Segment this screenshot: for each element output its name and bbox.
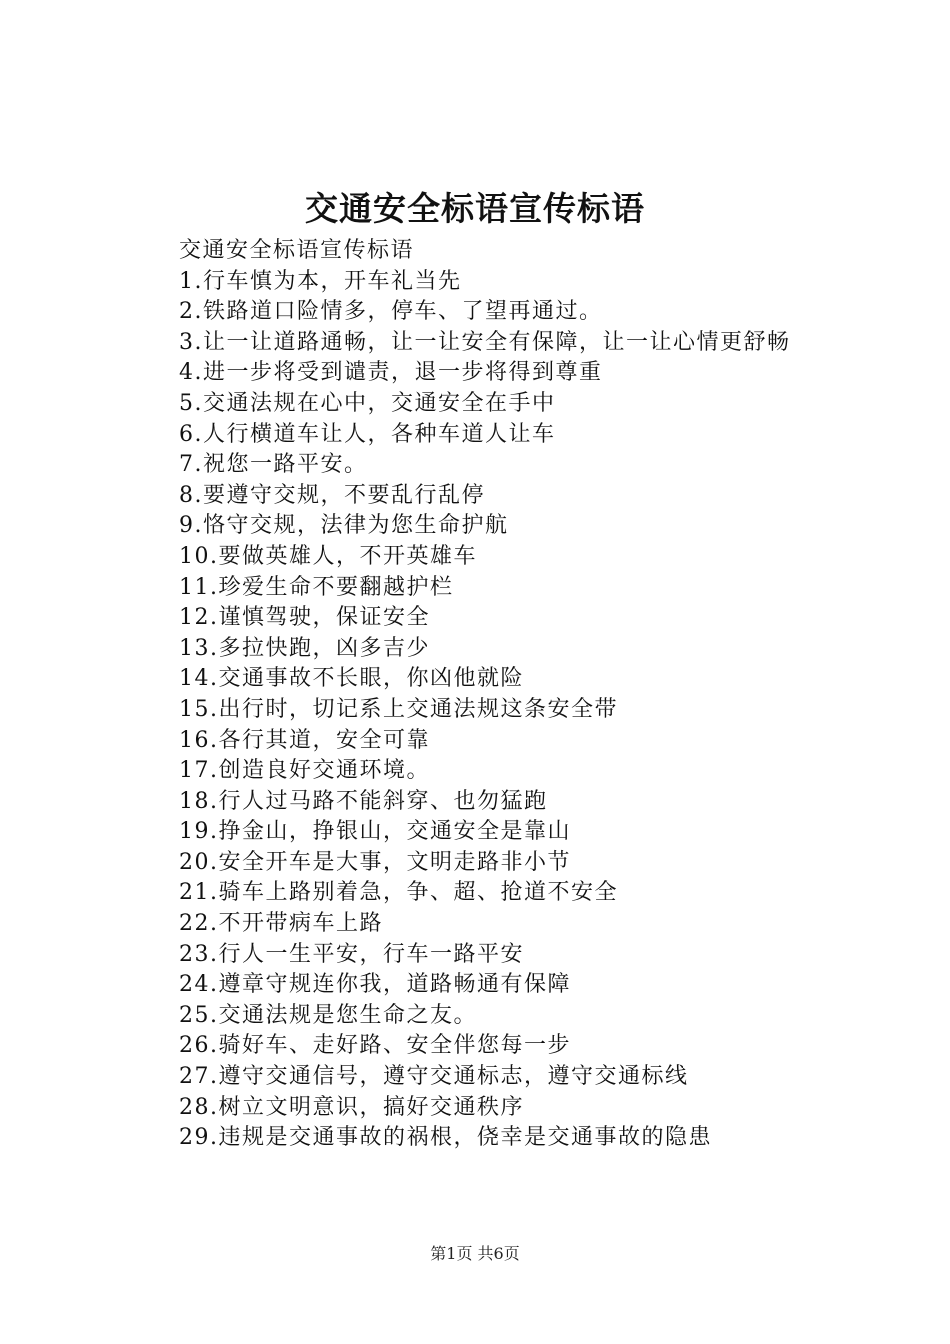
paragraph-line: 4.进一步将受到谴责，退一步将得到尊重 bbox=[179, 360, 603, 386]
paragraph-line: 16.各行其道，安全可靠 bbox=[179, 727, 430, 753]
paragraph-line: 29.违规是交通事故的祸根，侥幸是交通事故的隐患 bbox=[179, 1125, 712, 1151]
document-title: 交通安全标语宣传标语 bbox=[305, 189, 645, 228]
paragraph-line: 27.遵守交通信号，遵守交通标志，遵守交通标线 bbox=[179, 1064, 689, 1090]
paragraph-line: 23.行人一生平安，行车一路平安 bbox=[179, 941, 524, 967]
paragraph-line: 交通安全标语宣传标语 bbox=[179, 238, 415, 263]
paragraph-line: 25.交通法规是您生命之友。 bbox=[179, 1002, 477, 1028]
paragraph-line: 17.创造良好交通环境。 bbox=[179, 758, 430, 784]
document-body bbox=[128, 236, 848, 1154]
paragraph-line: 5.交通法规在心中，交通安全在手中 bbox=[179, 390, 556, 416]
paragraph-line: 8.要遵守交规，不要乱行乱停 bbox=[179, 482, 485, 508]
paragraph-line: 9.恪守交规，法律为您生命护航 bbox=[179, 513, 509, 539]
paragraph-line: 21.骑车上路别着急，争、超、抢道不安全 bbox=[179, 880, 618, 906]
paragraph-line: 3.让一让道路通畅，让一让安全有保障，让一让心情更舒畅 bbox=[179, 329, 791, 355]
paragraph-line: 12.谨慎驾驶，保证安全 bbox=[179, 605, 430, 631]
page-footer: 第1页 共6页 bbox=[430, 1244, 520, 1263]
paragraph-line: 1.行车慎为本，开车礼当先 bbox=[179, 268, 462, 294]
paragraph-line: 15.出行时，切记系上交通法规这条安全带 bbox=[179, 696, 618, 722]
paragraph-line: 13.多拉快跑，凶多吉少 bbox=[179, 635, 430, 661]
paragraph-line: 24.遵章守规连你我，道路畅通有保障 bbox=[179, 972, 571, 998]
paragraph-line: 20.安全开车是大事，文明走路非小节 bbox=[179, 849, 571, 875]
paragraph-line: 28.树立文明意识，搞好交通秩序 bbox=[179, 1094, 524, 1120]
paragraph-line: 7.祝您一路平安。 bbox=[179, 452, 368, 478]
paragraph-line: 19.挣金山，挣银山，交通安全是靠山 bbox=[179, 819, 571, 845]
paragraph-line: 2.铁路道口险情多，停车、了望再通过。 bbox=[179, 299, 603, 325]
paragraph-line: 14.交通事故不长眼，你凶他就险 bbox=[179, 666, 524, 692]
paragraph-line: 11.珍爱生命不要翻越护栏 bbox=[179, 574, 454, 600]
paragraph-line: 10.要做英雄人，不开英雄车 bbox=[179, 543, 477, 569]
paragraph-line: 22.不开带病车上路 bbox=[179, 911, 383, 937]
paragraph-line: 26.骑好车、走好路、安全伴您每一步 bbox=[179, 1033, 571, 1059]
paragraph-line: 6.人行横道车让人，各种车道人让车 bbox=[179, 421, 556, 447]
paragraph-line: 18.行人过马路不能斜穿、也勿猛跑 bbox=[179, 788, 548, 814]
